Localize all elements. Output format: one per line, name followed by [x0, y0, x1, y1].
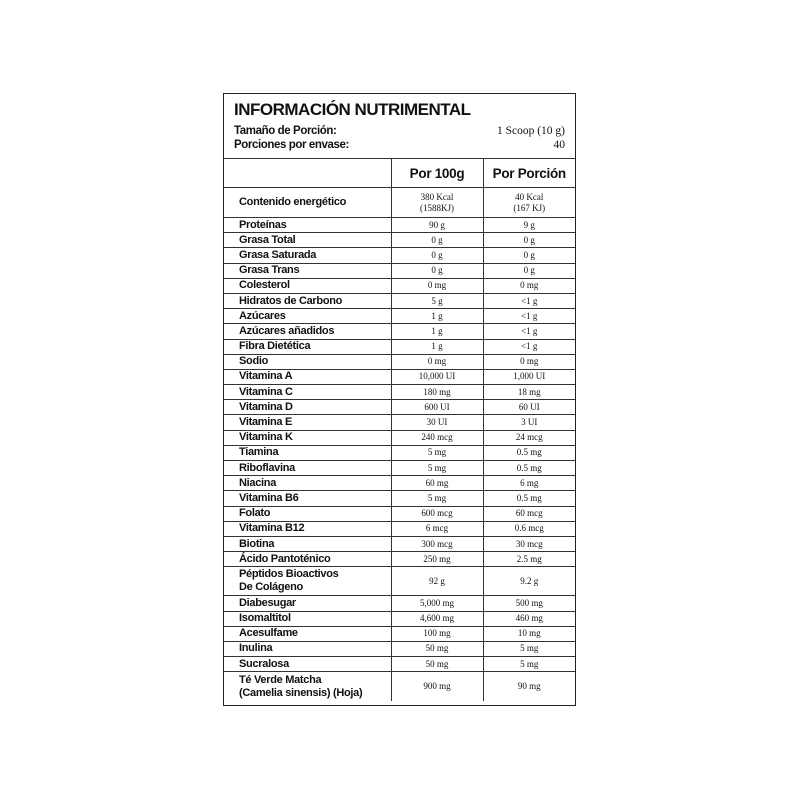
nutrient-label: Azúcares — [224, 309, 391, 324]
value-per-100g: 0 mg — [391, 278, 483, 293]
value-per-serving: 3 UI — [483, 415, 575, 430]
value-per-100g: 5 mg — [391, 445, 483, 460]
nutrient-label: Fibra Dietética — [224, 339, 391, 354]
value-per-serving: 90 mg — [483, 672, 575, 702]
value-per-serving: <1 g — [483, 324, 575, 339]
energy-per-serving-kj: (167 KJ) — [513, 202, 546, 213]
nutrient-label: Grasa Trans — [224, 263, 391, 278]
nutrient-label: Vitamina A — [224, 369, 391, 384]
value-per-serving: 10 mg — [483, 626, 575, 641]
value-per-100g: 0 g — [391, 233, 483, 248]
label-title: INFORMACIÓN NUTRIMENTAL — [234, 100, 471, 119]
value-per-100g: 30 UI — [391, 415, 483, 430]
table-row — [224, 309, 575, 324]
value-per-100g: 5 g — [391, 293, 483, 308]
header-per-serving: Por Porción — [483, 159, 575, 188]
value-per-serving: 460 mg — [483, 611, 575, 626]
servings-per-container-label: Porciones por envase: — [234, 139, 349, 151]
value-per-serving: 2.5 mg — [483, 552, 575, 567]
header-per-100g: Por 100g — [391, 159, 483, 188]
value-per-serving: 500 mg — [483, 596, 575, 611]
value-per-100g: 5,000 mg — [391, 596, 483, 611]
value-per-100g: 1 g — [391, 324, 483, 339]
value-per-serving: 60 mcg — [483, 506, 575, 521]
value-per-100g: 250 mg — [391, 552, 483, 567]
value-per-100g: 90 g — [391, 218, 483, 233]
table-row — [224, 536, 575, 551]
nutrient-label: Grasa Saturada — [224, 248, 391, 263]
value-per-100g: 0 g — [391, 248, 483, 263]
value-per-100g: 240 mcg — [391, 430, 483, 445]
value-per-100g: 4,600 mg — [391, 611, 483, 626]
nutrient-label: Vitamina K — [224, 430, 391, 445]
table-row — [224, 641, 575, 656]
value-per-100g: 100 mg — [391, 626, 483, 641]
table-row — [224, 369, 575, 384]
nutrient-label: Vitamina B12 — [224, 521, 391, 536]
value-per-100g: 0 mg — [391, 354, 483, 369]
nutrient-label: Proteínas — [224, 218, 391, 233]
value-per-serving: 0 g — [483, 233, 575, 248]
table-row — [224, 657, 575, 672]
table-row — [224, 491, 575, 506]
nutrient-label: Vitamina E — [224, 415, 391, 430]
energy-per-serving — [483, 188, 575, 218]
value-per-100g: 50 mg — [391, 657, 483, 672]
nutrition-table — [224, 158, 575, 701]
value-per-serving: 0 g — [483, 263, 575, 278]
header-empty-cell — [224, 159, 391, 188]
value-per-100g: 180 mg — [391, 385, 483, 400]
serving-size-value: 1 Scoop (10 g) — [496, 125, 565, 137]
value-per-100g: 600 UI — [391, 400, 483, 415]
value-per-serving: 0.6 mcg — [483, 521, 575, 536]
value-per-100g: 5 mg — [391, 461, 483, 476]
value-per-serving: 6 mg — [483, 476, 575, 491]
table-row — [224, 445, 575, 460]
value-per-100g: 1 g — [391, 309, 483, 324]
value-per-100g: 900 mg — [391, 672, 483, 702]
table-row — [224, 324, 575, 339]
value-per-serving: 18 mg — [483, 385, 575, 400]
table-row — [224, 626, 575, 641]
serving-size-label: Tamaño de Porción: — [234, 125, 337, 137]
nutrition-facts-label — [223, 93, 576, 706]
energy-label: Contenido energético — [224, 188, 391, 218]
nutrient-label: Folato — [224, 506, 391, 521]
nutrient-label: Vitamina B6 — [224, 491, 391, 506]
nutrient-label: Niacina — [224, 476, 391, 491]
value-per-serving: 60 UI — [483, 400, 575, 415]
table-row — [224, 248, 575, 263]
value-per-100g: 50 mg — [391, 641, 483, 656]
table-row — [224, 521, 575, 536]
table-row — [224, 430, 575, 445]
nutrient-label: Vitamina D — [224, 400, 391, 415]
table-row — [224, 506, 575, 521]
nutrient-label: Riboflavina — [224, 461, 391, 476]
nutrient-label — [224, 672, 391, 702]
table-header-row — [224, 159, 575, 188]
value-per-100g: 1 g — [391, 339, 483, 354]
nutrient-label: Biotina — [224, 536, 391, 551]
value-per-serving: <1 g — [483, 293, 575, 308]
value-per-serving: 5 mg — [483, 657, 575, 672]
value-per-serving: 1,000 UI — [483, 369, 575, 384]
nutrient-label: Sodio — [224, 354, 391, 369]
value-per-serving: <1 g — [483, 339, 575, 354]
servings-per-container-value: 40 — [553, 139, 565, 151]
nutrient-label-line-2: De Colágeno — [239, 581, 303, 594]
nutrient-label: Diabesugar — [224, 596, 391, 611]
nutrient-label: Colesterol — [224, 278, 391, 293]
table-row — [224, 596, 575, 611]
nutrient-label-line-1: Té Verde Matcha — [239, 673, 322, 686]
table-row — [224, 385, 575, 400]
energy-per-100g-kj: (1588KJ) — [420, 202, 454, 213]
nutrient-label: Isomaltitol — [224, 611, 391, 626]
table-row — [224, 611, 575, 626]
table-row — [224, 278, 575, 293]
energy-per-100g — [391, 188, 483, 218]
value-per-100g: 600 mcg — [391, 506, 483, 521]
table-row — [224, 218, 575, 233]
nutrient-label: Sucralosa — [224, 657, 391, 672]
nutrient-label: Tiamina — [224, 445, 391, 460]
energy-per-serving-kcal: 40 Kcal — [515, 191, 544, 202]
value-per-serving: 0.5 mg — [483, 461, 575, 476]
nutrient-label-line-1: Péptidos Bioactivos — [239, 568, 339, 581]
table-row — [224, 461, 575, 476]
nutrient-label: Acesulfame — [224, 626, 391, 641]
serving-size-row — [234, 125, 565, 137]
matcha-row — [224, 672, 575, 702]
value-per-serving: 0 mg — [483, 354, 575, 369]
table-row — [224, 339, 575, 354]
value-per-serving: 9 g — [483, 218, 575, 233]
value-per-serving: 9.2 g — [483, 567, 575, 596]
value-per-100g: 60 mg — [391, 476, 483, 491]
table-row — [224, 552, 575, 567]
value-per-100g: 0 g — [391, 263, 483, 278]
value-per-100g: 300 mcg — [391, 536, 483, 551]
table-row — [224, 233, 575, 248]
value-per-serving: 0.5 mg — [483, 491, 575, 506]
value-per-100g: 5 mg — [391, 491, 483, 506]
table-row — [224, 400, 575, 415]
table-row — [224, 293, 575, 308]
value-per-serving: 24 mcg — [483, 430, 575, 445]
value-per-100g: 92 g — [391, 567, 483, 596]
nutrient-label-line-2: (Camelia sinensis) (Hoja) — [239, 686, 363, 699]
value-per-serving: 0 mg — [483, 278, 575, 293]
nutrient-label: Hidratos de Carbono — [224, 293, 391, 308]
nutrient-label: Vitamina C — [224, 385, 391, 400]
servings-per-container-row — [234, 139, 565, 151]
value-per-100g: 6 mcg — [391, 521, 483, 536]
nutrient-label: Azúcares añadidos — [224, 324, 391, 339]
value-per-serving: 30 mcg — [483, 536, 575, 551]
nutrient-label — [224, 567, 391, 596]
nutrient-label: Grasa Total — [224, 233, 391, 248]
energy-row — [224, 188, 575, 218]
table-row — [224, 263, 575, 278]
nutrient-label: Ácido Pantoténico — [224, 552, 391, 567]
peptides-row — [224, 567, 575, 596]
nutrient-label: Inulina — [224, 641, 391, 656]
value-per-100g: 10,000 UI — [391, 369, 483, 384]
energy-per-100g-kcal: 380 Kcal — [420, 191, 454, 202]
table-row — [224, 476, 575, 491]
table-row — [224, 415, 575, 430]
value-per-serving: 0 g — [483, 248, 575, 263]
value-per-serving: 5 mg — [483, 641, 575, 656]
value-per-serving: 0.5 mg — [483, 445, 575, 460]
table-row — [224, 354, 575, 369]
value-per-serving: <1 g — [483, 309, 575, 324]
